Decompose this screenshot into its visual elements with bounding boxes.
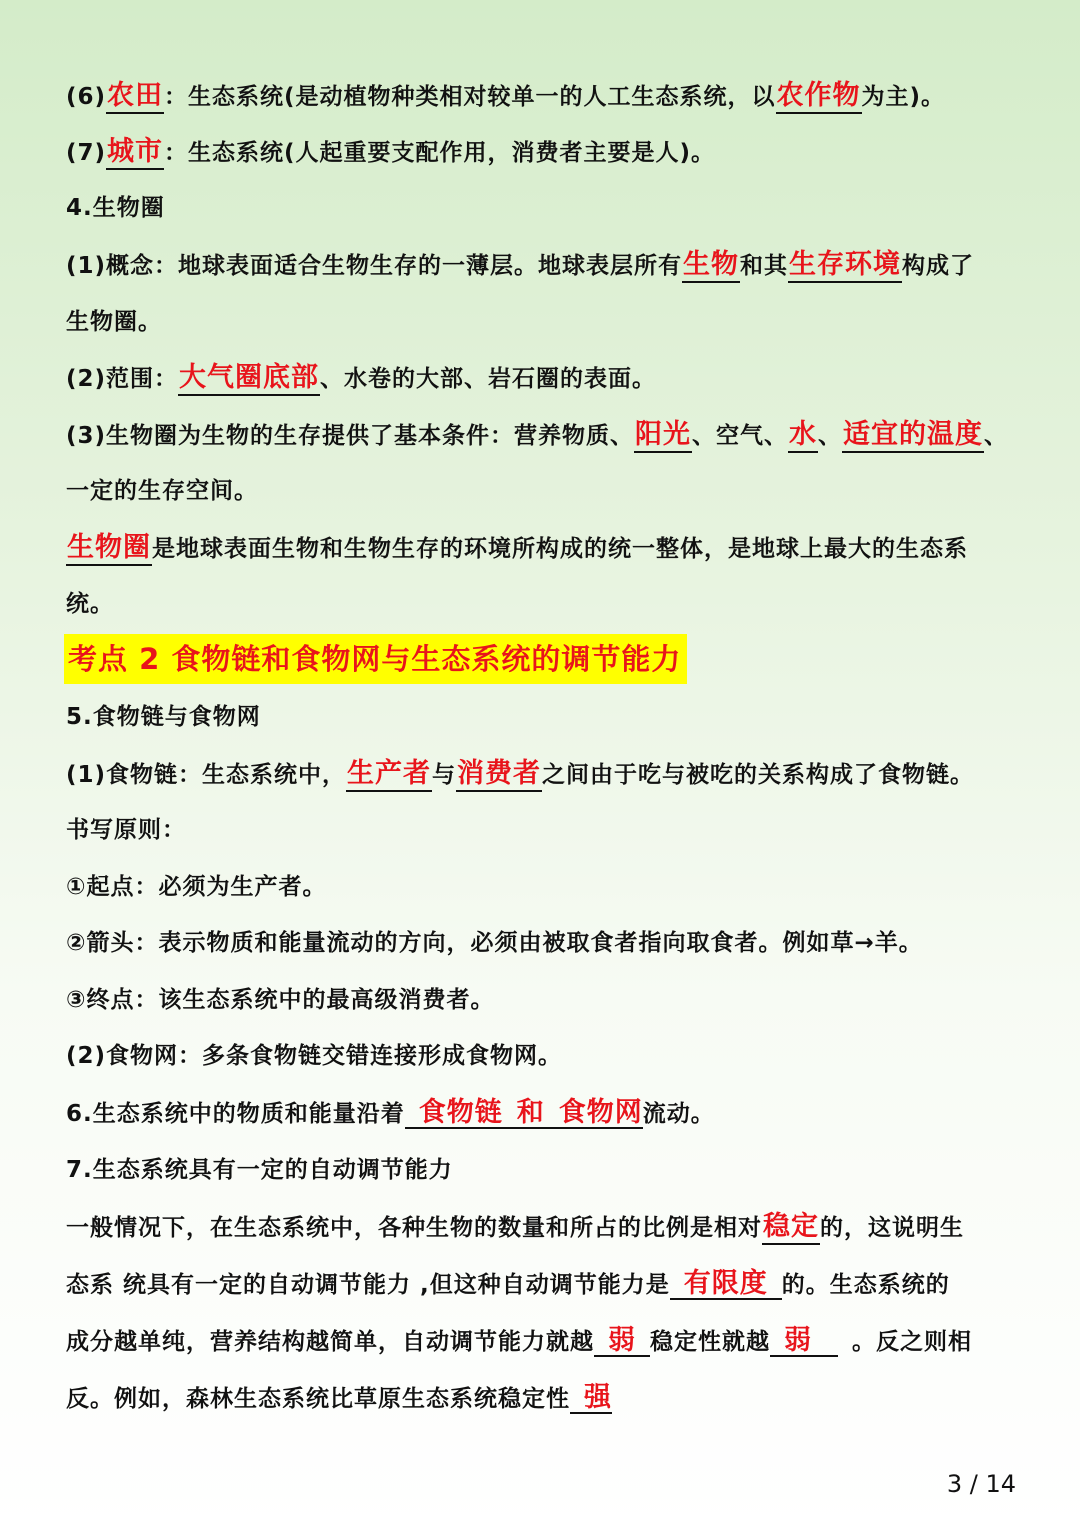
line-regulation-4 — [66, 1382, 1022, 1415]
text: 统。 — [66, 591, 114, 617]
answer-blank — [594, 1325, 650, 1357]
section-heading-2: 考点 2 食物链和食物网与生态系统的调节能力 — [64, 634, 687, 684]
text: ③终点：该生态系统中的最高级消费者。 — [66, 987, 495, 1013]
text: 一定的生存空间。 — [66, 478, 258, 504]
text: ：生态系统(是动植物种类相对较单一的人工生态系统，以 — [164, 84, 776, 110]
text: 书写原则： — [66, 817, 186, 843]
answer-blank — [770, 1325, 838, 1357]
line-rule-2 — [66, 927, 1022, 959]
text: 、 — [818, 423, 843, 449]
line-foodweb — [66, 1040, 1022, 1072]
text: (7) — [66, 140, 107, 166]
line-conditions-cont — [66, 475, 1022, 507]
text: 态系 统具有一定的自动调节能力 ,但这种自动调节能力是 — [66, 1272, 670, 1298]
text: 流动。 — [642, 1101, 715, 1127]
answer-biosphere: 生物圈 — [66, 532, 152, 566]
answer-and: 和 — [516, 1097, 545, 1128]
answer-temperature: 适宜的温度 — [842, 419, 984, 453]
answer-organisms: 生物 — [682, 249, 740, 283]
section-biosphere-title — [66, 192, 1022, 224]
line-rule-1 — [66, 871, 1022, 903]
text: 成分越单纯，营养结构越简单，自动调节能力就越 — [66, 1329, 594, 1355]
text: 为主)。 — [861, 84, 946, 110]
answer-weak-2: 弱 — [784, 1325, 812, 1356]
text: (6) — [66, 84, 107, 110]
answer-foodchain: 食物链 — [418, 1097, 503, 1128]
text: ①起点：必须为生产者。 — [66, 874, 327, 900]
section-regulation-title — [66, 1154, 1022, 1186]
page-number: 3 / 14 — [946, 1470, 1016, 1498]
line-biosphere-def — [66, 532, 1022, 565]
text: 一般情况下，在生态系统中，各种生物的数量和所占的比例是相对 — [66, 1215, 762, 1241]
answer-consumer: 消费者 — [456, 758, 542, 792]
answer-blank — [670, 1268, 782, 1300]
line-writing-rules — [66, 814, 1022, 846]
answer-blank — [570, 1382, 612, 1414]
text: ：生态系统(人起重要支配作用，消费者主要是人)。 — [164, 140, 716, 166]
text: 。反之则相 — [852, 1329, 972, 1355]
text: 、 — [984, 423, 1009, 449]
text: (1)食物链：生态系统中， — [66, 762, 347, 788]
answer-crops: 农作物 — [776, 80, 862, 114]
text: (2)范围： — [66, 366, 179, 392]
text: 7.生态系统具有一定的自动调节能力 — [66, 1157, 453, 1183]
text: 和其 — [740, 253, 789, 279]
answer-foodweb: 食物网 — [558, 1097, 643, 1128]
section-foodchain-title — [66, 701, 1022, 733]
answer-atmosphere: 大气圈底部 — [178, 362, 320, 396]
answer-environment: 生存环境 — [788, 249, 902, 283]
text: 4.生物圈 — [66, 195, 165, 221]
line-concept — [66, 249, 1022, 282]
text: 与 — [432, 762, 457, 788]
text: 的。生态系统的 — [781, 1272, 950, 1298]
text: 的，这说明生 — [820, 1215, 964, 1241]
line-regulation-2 — [66, 1268, 1022, 1301]
line-regulation-3 — [66, 1325, 1022, 1358]
line-regulation-1 — [66, 1211, 1022, 1244]
line-farmland — [66, 80, 1022, 113]
line-range — [66, 362, 1022, 395]
line-flow — [66, 1097, 1022, 1130]
text: ②箭头：表示物质和能量流动的方向，必须由被取食者指向取食者。例如草→羊。 — [66, 930, 923, 956]
text: 、水卷的大部、岩石圈的表面。 — [320, 366, 657, 392]
text: (1)概念：地球表面适合生物生存的一薄层。地球表层所有 — [66, 253, 683, 279]
answer-blank — [405, 1097, 643, 1129]
line-biosphere-def-cont — [66, 588, 1022, 620]
text: 构成了 — [902, 253, 975, 279]
text: 是地球表面生物和生物生存的环境所构成的统一整体，是地球上最大的生态系 — [152, 536, 968, 562]
line-rule-3 — [66, 984, 1022, 1016]
answer-stable: 稳定 — [762, 1211, 820, 1245]
line-foodchain — [66, 758, 1022, 791]
answer-weak-1: 弱 — [608, 1325, 636, 1356]
text: 、空气、 — [692, 423, 789, 449]
line-city — [66, 136, 1022, 169]
text: 稳定性就越 — [650, 1329, 770, 1355]
answer-producer: 生产者 — [346, 758, 432, 792]
text: 生物圈。 — [66, 309, 162, 335]
line-conditions — [66, 419, 1022, 452]
line-concept-cont — [66, 306, 1022, 338]
answer-water: 水 — [788, 419, 818, 453]
answer-city: 城市 — [106, 136, 164, 170]
text: 之间由于吃与被吃的关系构成了食物链。 — [542, 762, 975, 788]
text: 6.生态系统中的物质和能量沿着 — [66, 1101, 405, 1127]
answer-farmland: 农田 — [106, 80, 164, 114]
text: 反。例如，森林生态系统比草原生态系统稳定性 — [66, 1386, 570, 1412]
answer-limited: 有限度 — [683, 1268, 768, 1299]
text: 5.食物链与食物网 — [66, 704, 261, 730]
answer-strong: 强 — [584, 1382, 612, 1413]
text: (3)生物圈为生物的生存提供了基本条件：营养物质、 — [66, 423, 635, 449]
answer-sunlight: 阳光 — [634, 419, 692, 453]
text: (2)食物网：多条食物链交错连接形成食物网。 — [66, 1043, 563, 1069]
